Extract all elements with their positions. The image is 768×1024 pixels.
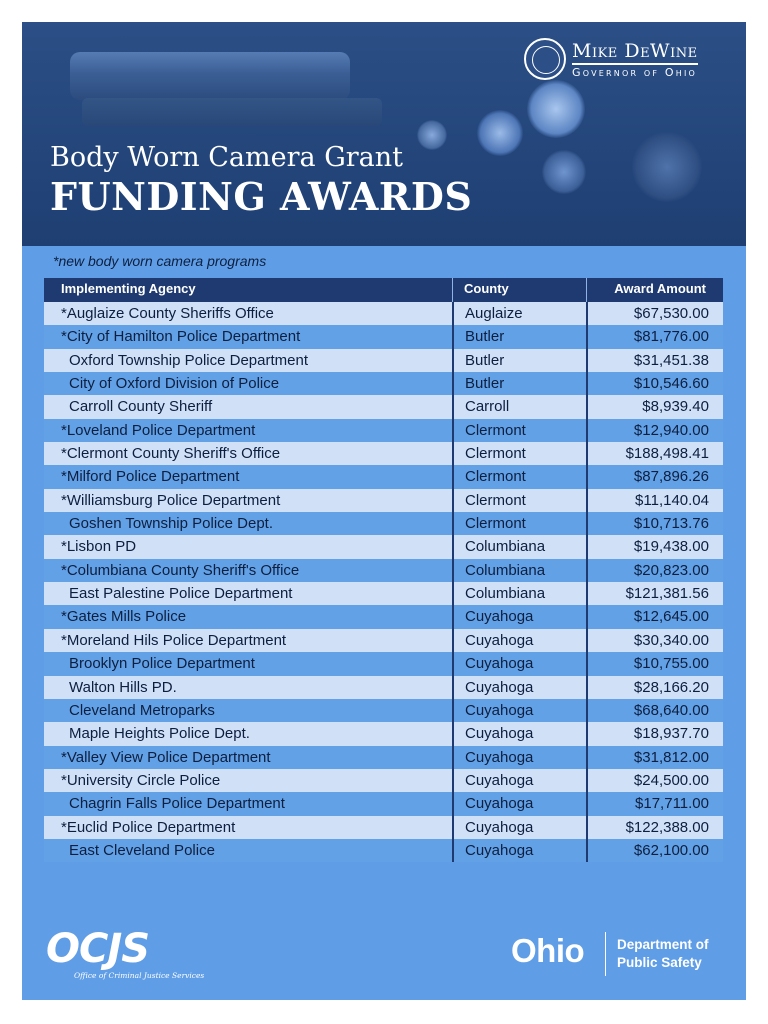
governor-title: Governor of Ohio xyxy=(572,66,698,79)
cell-county: Clermont xyxy=(452,465,586,488)
bokeh-light xyxy=(417,120,447,150)
table-row xyxy=(44,325,723,348)
cell-county: Clermont xyxy=(452,512,586,535)
cell-county: Cuyahoga xyxy=(452,816,586,839)
cell-agency: Maple Heights Police Dept. xyxy=(69,725,250,743)
cell-agency: East Palestine Police Department xyxy=(69,585,293,603)
title-line1: Body Worn Camera Grant xyxy=(50,142,404,173)
cell-county: Cuyahoga xyxy=(452,722,586,745)
cell-agency: *Lisbon PD xyxy=(61,538,137,556)
cell-agency: *Columbiana County Sheriff's Office xyxy=(61,561,300,579)
table-row xyxy=(44,395,723,418)
cell-county: Columbiana xyxy=(452,559,586,582)
cell-amount: $19,438.00 xyxy=(586,535,723,558)
table-row xyxy=(44,512,723,535)
cell-amount: $122,388.00 xyxy=(586,816,723,839)
police-light-bar-base-image xyxy=(82,98,382,126)
cell-county: Cuyahoga xyxy=(452,769,586,792)
ocjs-logo-text: OCJS xyxy=(46,926,150,972)
cell-county: Cuyahoga xyxy=(452,676,586,699)
cell-county: Columbiana xyxy=(452,582,586,605)
bokeh-light xyxy=(632,132,702,202)
table-row xyxy=(44,349,723,372)
cell-amount: $31,812.00 xyxy=(586,746,723,769)
cell-county: Clermont xyxy=(452,489,586,512)
cell-county: Clermont xyxy=(452,419,586,442)
bokeh-light xyxy=(527,80,585,138)
table-row xyxy=(44,722,723,745)
table-row xyxy=(44,582,723,605)
table-row xyxy=(44,816,723,839)
cell-agency: *Loveland Police Department xyxy=(61,421,256,439)
table-row xyxy=(44,535,723,558)
cell-agency: Carroll County Sheriff xyxy=(69,398,213,416)
table-row xyxy=(44,442,723,465)
governor-name: Mike DeWine xyxy=(572,40,698,65)
cell-county: Cuyahoga xyxy=(452,746,586,769)
dps-logo xyxy=(617,936,709,972)
table-row xyxy=(44,699,723,722)
cell-amount: $30,340.00 xyxy=(586,629,723,652)
table-row xyxy=(44,769,723,792)
cell-agency: *Clermont County Sheriff's Office xyxy=(61,445,281,463)
cell-agency: Chagrin Falls Police Department xyxy=(69,795,285,813)
cell-county: Carroll xyxy=(452,395,586,418)
cell-amount: $188,498.41 xyxy=(586,442,723,465)
governor-logo xyxy=(524,38,724,86)
dps-line1: Department of xyxy=(617,937,709,952)
cell-agency: *Valley View Police Department xyxy=(61,748,271,766)
cell-amount: $12,645.00 xyxy=(586,605,723,628)
cell-agency: *Euclid Police Department xyxy=(61,818,236,836)
logo-divider xyxy=(605,932,606,976)
cell-amount: $10,755.00 xyxy=(586,652,723,675)
header-banner xyxy=(22,22,746,246)
cell-amount: $28,166.20 xyxy=(586,676,723,699)
cell-amount: $31,451.38 xyxy=(586,349,723,372)
table-row xyxy=(44,652,723,675)
cell-amount: $68,640.00 xyxy=(586,699,723,722)
cell-county: Cuyahoga xyxy=(452,605,586,628)
cell-agency: *Auglaize County Sheriffs Office xyxy=(61,305,274,322)
cell-county: Cuyahoga xyxy=(452,839,586,862)
ocjs-logo xyxy=(46,926,206,982)
cell-agency: City of Oxford Division of Police xyxy=(69,375,280,393)
table-row xyxy=(44,372,723,395)
cell-amount: $62,100.00 xyxy=(586,839,723,862)
cell-amount: $20,823.00 xyxy=(586,559,723,582)
table-row xyxy=(44,792,723,815)
table-row xyxy=(44,746,723,769)
cell-county: Butler xyxy=(452,325,586,348)
cell-agency: *Moreland Hils Police Department xyxy=(61,631,287,649)
cell-agency: East Cleveland Police xyxy=(69,841,215,859)
cell-agency: Walton Hills PD. xyxy=(69,678,177,696)
cell-agency: *Williamsburg Police Department xyxy=(61,491,281,509)
table-row xyxy=(44,605,723,628)
cell-county: Butler xyxy=(452,349,586,372)
cell-amount: $10,546.60 xyxy=(586,372,723,395)
cell-agency: Goshen Township Police Dept. xyxy=(69,515,274,533)
cell-county: Columbiana xyxy=(452,535,586,558)
cell-county: Cuyahoga xyxy=(452,629,586,652)
cell-amount: $121,381.56 xyxy=(586,582,723,605)
table-row xyxy=(44,839,723,862)
table-row xyxy=(44,302,723,325)
bokeh-light xyxy=(542,150,586,194)
table-body xyxy=(44,302,723,862)
cell-amount: $87,896.26 xyxy=(586,465,723,488)
table-header xyxy=(44,278,723,302)
ohio-logo: Ohio xyxy=(511,932,585,969)
column-header-agency: Implementing Agency xyxy=(61,281,196,296)
table-row xyxy=(44,489,723,512)
cell-agency: *Gates Mills Police xyxy=(61,608,187,626)
ohio-seal-icon xyxy=(524,38,566,80)
cell-amount: $17,711.00 xyxy=(586,792,723,815)
table-row xyxy=(44,559,723,582)
cell-agency: Cleveland Metroparks xyxy=(69,701,215,719)
cell-county: Cuyahoga xyxy=(452,792,586,815)
cell-county: Butler xyxy=(452,372,586,395)
ocjs-subtitle: Office of Criminal Justice Services xyxy=(74,971,205,980)
cell-amount: $11,140.04 xyxy=(586,489,723,512)
footnote: *new body worn camera programs xyxy=(53,253,267,269)
page-title: FUNDING AWARDS xyxy=(50,174,473,219)
cell-amount: $67,530.00 xyxy=(586,302,723,325)
cell-agency: *City of Hamilton Police Department xyxy=(61,328,301,346)
bokeh-light xyxy=(477,110,523,156)
cell-county: Cuyahoga xyxy=(452,699,586,722)
table-row xyxy=(44,465,723,488)
cell-amount: $10,713.76 xyxy=(586,512,723,535)
cell-county: Cuyahoga xyxy=(452,652,586,675)
table-row xyxy=(44,419,723,442)
cell-amount: $81,776.00 xyxy=(586,325,723,348)
column-header-county: County xyxy=(452,278,586,302)
cell-agency: Brooklyn Police Department xyxy=(69,655,255,673)
column-header-amount: Award Amount xyxy=(586,278,723,302)
cell-agency: *Milford Police Department xyxy=(61,468,240,486)
table-row xyxy=(44,676,723,699)
cell-agency: Oxford Township Police Department xyxy=(69,351,309,369)
cell-amount: $12,940.00 xyxy=(586,419,723,442)
cell-agency: *University Circle Police xyxy=(61,771,221,789)
police-light-bar-image xyxy=(70,52,350,100)
table-row xyxy=(44,629,723,652)
awards-table xyxy=(44,278,723,862)
cell-county: Auglaize xyxy=(452,302,586,325)
cell-amount: $18,937.70 xyxy=(586,722,723,745)
cell-county: Clermont xyxy=(452,442,586,465)
cell-amount: $8,939.40 xyxy=(586,395,723,418)
flyer xyxy=(22,22,746,1000)
cell-amount: $24,500.00 xyxy=(586,769,723,792)
dps-line2: Public Safety xyxy=(617,955,702,970)
